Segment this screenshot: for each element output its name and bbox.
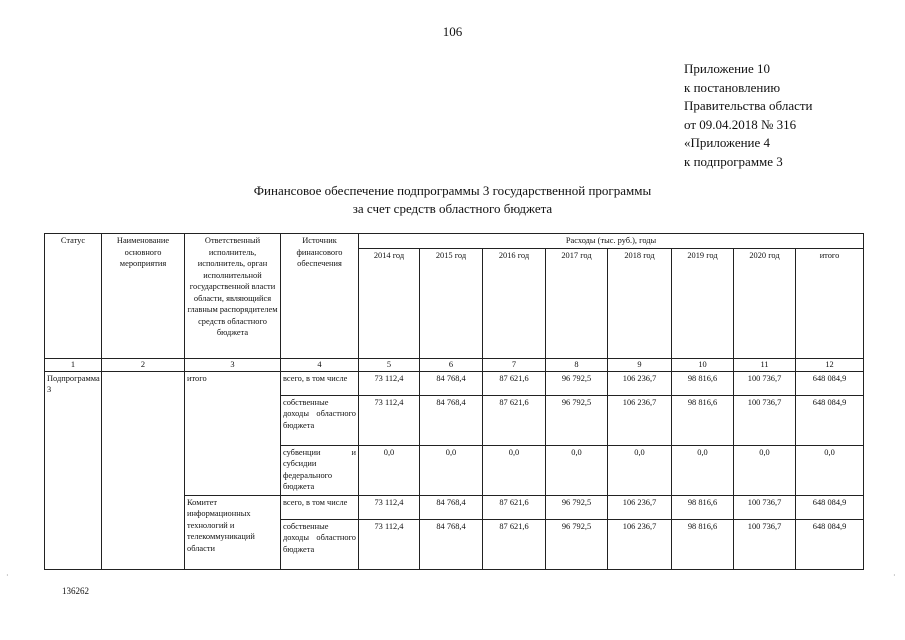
appendix-line: «Приложение 4 — [684, 135, 771, 151]
scan-mark: · — [6, 571, 9, 580]
status-cell: Подпрограмма 3 — [45, 371, 102, 569]
value-cell: 100 736,7 — [734, 495, 796, 519]
header-main-activity: Наименование основного мероприятия — [102, 234, 185, 359]
appendix-line: Приложение 10 — [684, 61, 771, 76]
column-number: 4 — [281, 358, 359, 371]
document-title — [180, 182, 725, 218]
value-cell: 96 792,5 — [546, 395, 608, 445]
header-year: 2014 год — [359, 248, 420, 358]
value-cell: 0,0 — [420, 445, 483, 495]
source-cell: всего, в том числе — [281, 371, 359, 395]
value-cell: 0,0 — [359, 445, 420, 495]
column-number: 10 — [672, 358, 734, 371]
appendix-line: к подпрограмме 3 — [684, 153, 783, 169]
column-number: 11 — [734, 358, 796, 371]
responsible-cell: Комитет информационных технологий и телекоммуникаций области — [185, 495, 281, 569]
page-number: 106 — [442, 24, 463, 39]
header-year: 2020 год — [734, 248, 796, 358]
appendix-line: от 09.04.2018 № 316 — [684, 116, 797, 132]
value-cell: 106 236,7 — [608, 395, 672, 445]
value-cell: 100 736,7 — [734, 519, 796, 569]
value-cell: 87 621,6 — [483, 495, 546, 519]
header-status: Статус — [45, 234, 102, 359]
value-cell: 73 112,4 — [359, 519, 420, 569]
appendix-line: к постановлению — [684, 79, 781, 95]
scan-mark: · — [893, 571, 896, 580]
total-cell: 648 084,9 — [796, 395, 864, 445]
total-cell: 0,0 — [796, 445, 864, 495]
value-cell: 106 236,7 — [608, 495, 672, 519]
header-year: 2019 год — [672, 248, 734, 358]
main-activity-cell — [102, 371, 185, 569]
value-cell: 73 112,4 — [359, 395, 420, 445]
column-number: 3 — [185, 358, 281, 371]
value-cell: 96 792,5 — [546, 519, 608, 569]
value-cell: 98 816,6 — [672, 395, 734, 445]
source-cell: субвенции и субсидии федерального бюджета — [281, 445, 359, 495]
value-cell: 73 112,4 — [359, 371, 420, 395]
value-cell: 100 736,7 — [734, 395, 796, 445]
column-number: 6 — [420, 358, 483, 371]
value-cell: 96 792,5 — [546, 495, 608, 519]
header-year: 2015 год — [420, 248, 483, 358]
responsible-cell: итого — [185, 371, 281, 495]
value-cell: 100 736,7 — [734, 371, 796, 395]
title-line-1: Финансовое обеспечение подпрограммы 3 государственной программы — [253, 183, 652, 198]
value-cell: 98 816,6 — [672, 495, 734, 519]
value-cell: 106 236,7 — [608, 371, 672, 395]
source-cell: собственные доходы областного бюджета — [281, 395, 359, 445]
value-cell: 0,0 — [546, 445, 608, 495]
value-cell: 0,0 — [608, 445, 672, 495]
header-year: 2017 год — [546, 248, 608, 358]
value-cell: 84 768,4 — [420, 395, 483, 445]
value-cell: 98 816,6 — [672, 371, 734, 395]
value-cell: 84 768,4 — [420, 519, 483, 569]
table-row — [45, 371, 864, 395]
column-number: 8 — [546, 358, 608, 371]
title-line-2: за счет средств областного бюджета — [352, 201, 553, 216]
column-number: 9 — [608, 358, 672, 371]
value-cell: 73 112,4 — [359, 495, 420, 519]
column-number: 7 — [483, 358, 546, 371]
value-cell: 87 621,6 — [483, 395, 546, 445]
document-code: 136262 — [62, 586, 89, 596]
source-cell: собственные доходы областного бюджета — [281, 519, 359, 569]
header-year: 2018 год — [608, 248, 672, 358]
header-year: 2016 год — [483, 248, 546, 358]
value-cell: 87 621,6 — [483, 519, 546, 569]
column-number-row — [45, 358, 864, 371]
column-number: 5 — [359, 358, 420, 371]
value-cell: 0,0 — [734, 445, 796, 495]
header-source: Источник финансового обеспечения — [281, 234, 359, 359]
value-cell: 84 768,4 — [420, 495, 483, 519]
total-cell: 648 084,9 — [796, 519, 864, 569]
header-responsible: Ответственный исполнитель, исполнитель, орган исполнительной государственной власти области, являющийся главным распорядителем средств областного бюджета — [185, 234, 281, 359]
header-total: итого — [796, 248, 864, 358]
appendix-line: Правительства области — [684, 98, 813, 114]
column-number: 2 — [102, 358, 185, 371]
total-cell: 648 084,9 — [796, 495, 864, 519]
value-cell: 0,0 — [483, 445, 546, 495]
value-cell: 106 236,7 — [608, 519, 672, 569]
financing-table — [44, 233, 864, 570]
value-cell: 0,0 — [672, 445, 734, 495]
column-number: 12 — [796, 358, 864, 371]
value-cell: 84 768,4 — [420, 371, 483, 395]
appendix-block — [684, 60, 813, 172]
column-number: 1 — [45, 358, 102, 371]
header-expenses: Расходы (тыс. руб.), годы — [359, 234, 864, 249]
value-cell: 96 792,5 — [546, 371, 608, 395]
source-cell: всего, в том числе — [281, 495, 359, 519]
total-cell: 648 084,9 — [796, 371, 864, 395]
value-cell: 87 621,6 — [483, 371, 546, 395]
value-cell: 98 816,6 — [672, 519, 734, 569]
